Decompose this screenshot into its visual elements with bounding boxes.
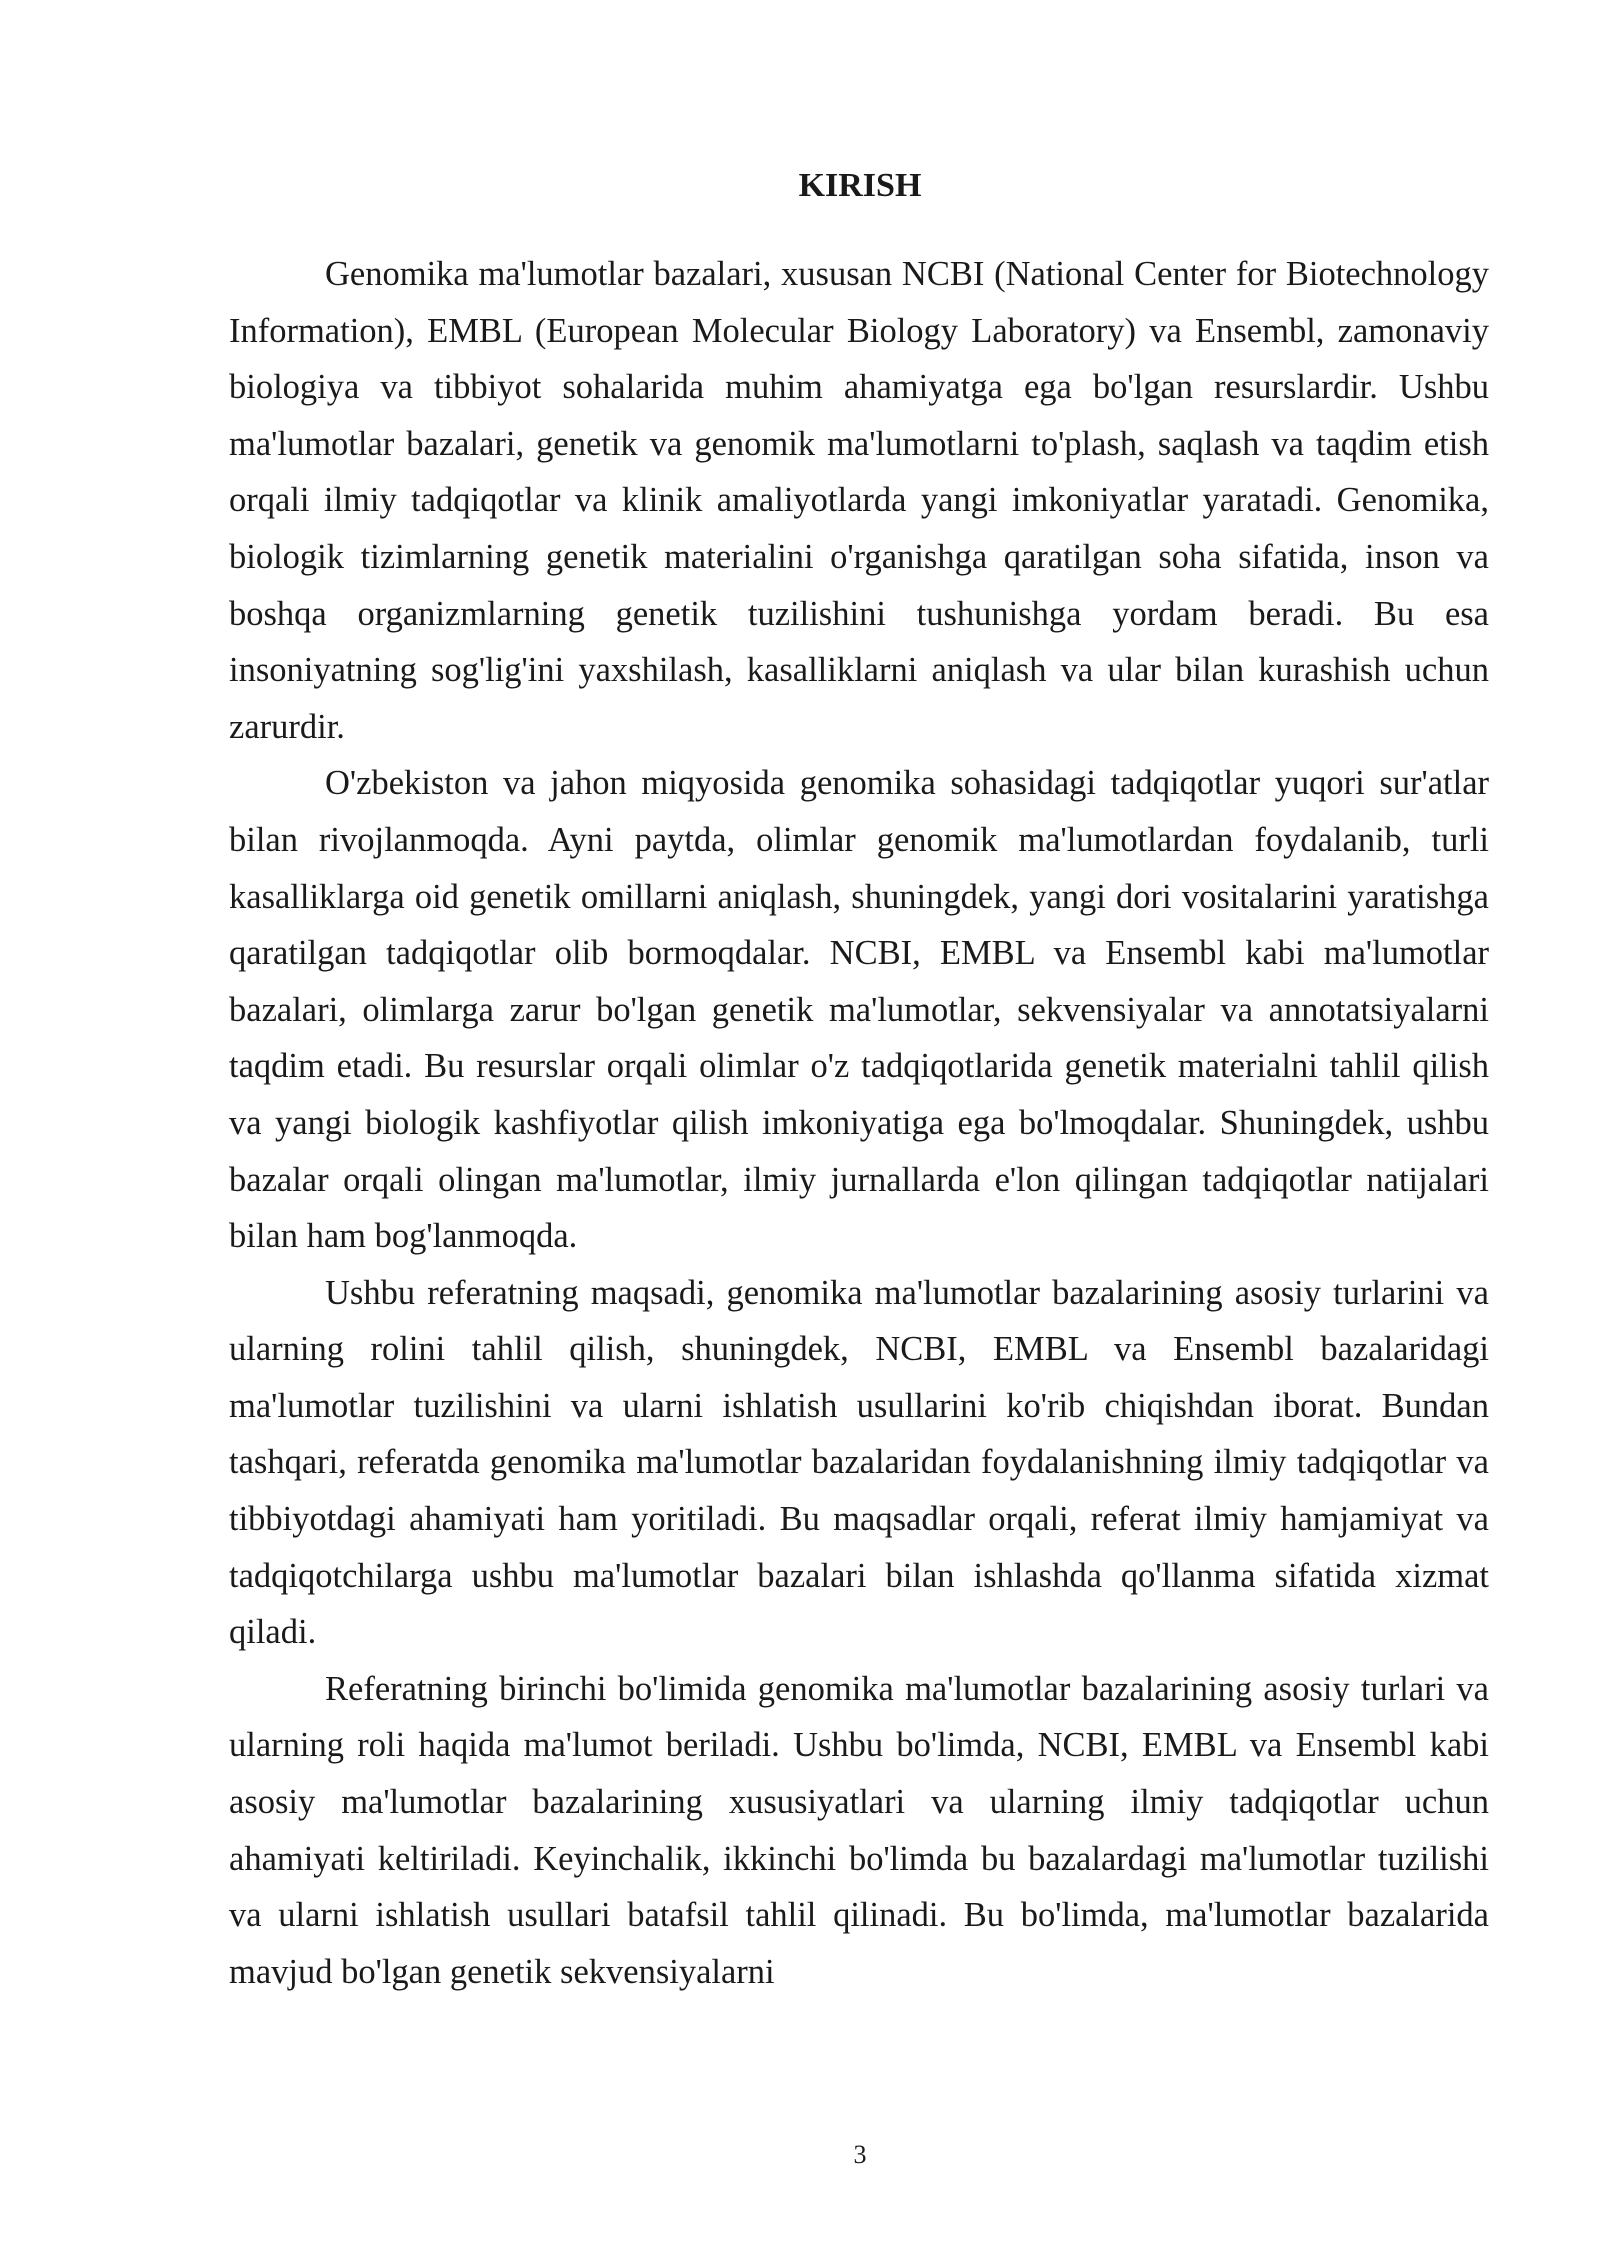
paragraph-4: Referatning birinchi bo'limida genomika ma'lumotlar bazalarining asosiy turlari va ularning roli haqida ma'lumot beriladi. Ushbu bo'limda, NCBI, EMBL va Ensembl kabi asosiy ma'lumotlar bazalarining xususiyatlari va ularning ilmiy tadqiqotlar uchun ahamiyati keltiriladi. Keyinchalik, ikkinchi bo'limda bu bazalardagi ma'lumotlar tuzilishi va ularni ishlatish usullari batafsil tahlil qilinadi. Bu bo'limda, ma'lumotlar bazalarida mavjud bo'lgan genetik sekvensiyalarni bbox=[229, 1669, 1489, 1991]
page-number: 3 bbox=[853, 2140, 867, 2169]
paragraph-1: Genomika ma'lumotlar bazalari, xususan NCBI (National Center for Biotechnology Information), EMBL (European Molecular Biology Laboratory) va Ensembl, zamonaviy biologiya va tibbiyot sohalarida muhim ahamiyatga ega bo'lgan resurslardir. Ushbu ma'lumotlar bazalari, genetik va genomik ma'lumotlarni to'plash, saqlash va taqdim etish orqali ilmiy tadqiqotlar va klinik amaliyotlarda yangi imkoniyatlar yaratadi. Genomika, biologik tizimlarning genetik materialini o'rganishga qaratilgan soha sifatida, inson va boshqa organizmlarning genetik tuzilishini tushunishga yordam beradi. Bu esa insoniyatning sog'lig'ini yaxshilash, kasalliklarni aniqlash va ular bilan kurashish uchun zarurdir. bbox=[229, 255, 1489, 746]
page-title: KIRISH bbox=[798, 167, 922, 204]
paragraph-2: O'zbekiston va jahon miqyosida genomika sohasidagi tadqiqotlar yuqori sur'atlar bilan rivojlanmoqda. Ayni paytda, olimlar genomik ma'lumotlardan foydalanib, turli kasalliklarga oid genetik omillarni aniqlash, shuningdek, yangi dori vositalarini yaratishga qaratilgan tadqiqotlar olib bormoqdalar. NCBI, EMBL va Ensembl kabi ma'lumotlar bazalari, olimlarga zarur bo'lgan genetik ma'lumotlar, sekvensiyalar va annotatsiyalarni taqdim etadi. Bu resurslar orqali olimlar o'z tadqiqotlarida genetik materialni tahlil qilish va yangi biologik kashfiyotlar qilish imkoniyatiga ega bo'lmoqdalar. Shuningdek, ushbu bazalar orqali olingan ma'lumotlar, ilmiy jurnallarda e'lon qilingan tadqiqotlar natijalari bilan ham bog'lanmoqda. bbox=[229, 764, 1489, 1256]
body-text bbox=[229, 246, 1489, 2000]
paragraph-3: Ushbu referatning maqsadi, genomika ma'lumotlar bazalarining asosiy turlarini va ularning rolini tahlil qilish, shuningdek, NCBI, EMBL va Ensembl bazalaridagi ma'lumotlar tuzilishini va ularni ishlatish usullarini ko'rib chiqishdan iborat. Bundan tashqari, referatda genomika ma'lumotlar bazalaridan foydalanishning ilmiy tadqiqotlar va tibbiyotdagi ahamiyati ham yoritiladi. Bu maqsadlar orqali, referat ilmiy hamjamiyat va tadqiqotchilarga ushbu ma'lumotlar bazalari bilan ishlashda qo'llanma sifatida xizmat qiladi. bbox=[229, 1273, 1489, 1652]
